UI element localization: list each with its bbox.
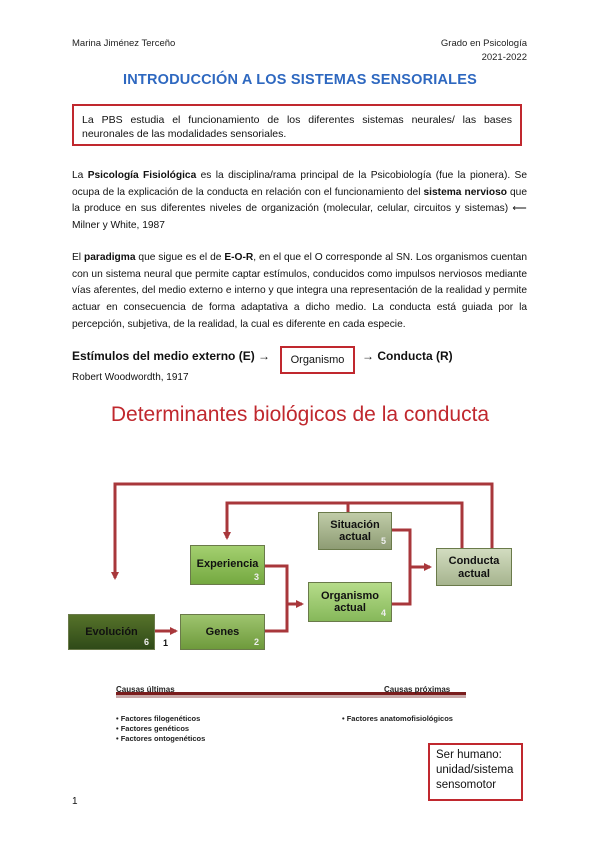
eor-behavior: → Conducta (R) [362,349,453,363]
box-genes [180,614,265,650]
eor-citation: Robert Woodwordth, 1917 [72,372,189,383]
para1-bold-1: Psicología Fisiológica [87,170,197,181]
page-title: INTRODUCCIÓN A LOS SISTEMAS SENSORIALES [123,72,477,88]
box-experiencia-label: Experiencia [196,558,259,570]
box-evolucion [68,614,155,650]
para1-text-2: es la disciplina/rama principal de la Psicobiología (fue la pionera). Se ocupa de la explicación de la conducta en relación con el funcionamiento del [72,170,527,198]
box-situacion-label: Situación actual [330,519,380,543]
ultimas-item: • Factores ontogenéticos [116,734,206,743]
arrow-merge-right [392,530,410,604]
box-genes-label: Genes [205,626,240,638]
proximas-item: • Factores anatomofisiológicos [342,714,453,723]
eor-stimulus: Estímulos del medio externo (E) → [72,349,271,363]
box-experiencia [190,545,265,585]
box-organismo [308,582,392,622]
para2-text-1: El [72,252,84,263]
box-conducta [436,548,512,586]
box-conducta-label: Conducta actual [448,555,500,580]
para1-bold-2: sistema nervioso [423,186,507,198]
box-evolucion-number: 6 [143,637,149,647]
ultimas-item: • Factores genéticos [116,724,190,733]
ultimas-item: • Factores filogenéticos [116,714,201,723]
para2-text-3: , en el que el O corresponde al SN. Los organismos cuentan con un sistema neural que permite captar estímulos, conducidos como impulsos nerviosos mediante vías aferentes, del medio externo e interno y que integra una representación de la realidad y permite actuar en consecuencia de forma adaptativa a dicho medio. La conducta está guiada por la percepción, subjetiva, de la realidad, la cual es diferente en cada especie. [72,252,528,330]
page-number: 1 [72,796,78,807]
ultimas-list [116,714,205,744]
arrow-number: 1 [163,638,169,648]
human-box: Ser humano: unidad/sistema sensomotor [428,743,523,801]
para1-text-3: que la produce en sus diferentes niveles de organización (molecular, celular, circuitos y sistemas) ⟵ Milner y White, 1987 [72,186,527,232]
eor-organism-box: Organismo [280,346,355,374]
box-organismo-label: Organismo actual [320,590,380,614]
box-organismo-number: 4 [380,608,386,618]
causas-ultimas-label: Causas últimas [116,685,175,694]
para2-text-2: que sigue es el de [135,252,225,263]
box-situacion-number: 5 [380,536,386,546]
diagram-title: Determinantes biológicos de la conducta [110,403,490,426]
degree-name: Grado en Psicología [440,38,527,49]
causas-proximas-label: Causas próximas [384,685,451,694]
arrow-merge-left [265,566,287,631]
box-situacion [318,512,392,550]
proximas-list [342,714,453,723]
para1-text-1: La [72,170,88,181]
box-experiencia-number: 3 [253,572,259,582]
pbs-definition-box: La PBS estudia el funcionamiento de los diferentes sistemas neurales/ las bases neuronales de las modalidades sensoriales. [72,104,522,146]
box-genes-number: 2 [253,637,259,647]
box-evolucion-label: Evolución [85,626,138,638]
academic-year: 2021-2022 [481,52,527,63]
para2-bold-2: E-O-R [224,252,254,263]
para2-bold-1: paradigma [83,252,136,263]
author-name: Marina Jiménez Terceño [72,38,176,49]
